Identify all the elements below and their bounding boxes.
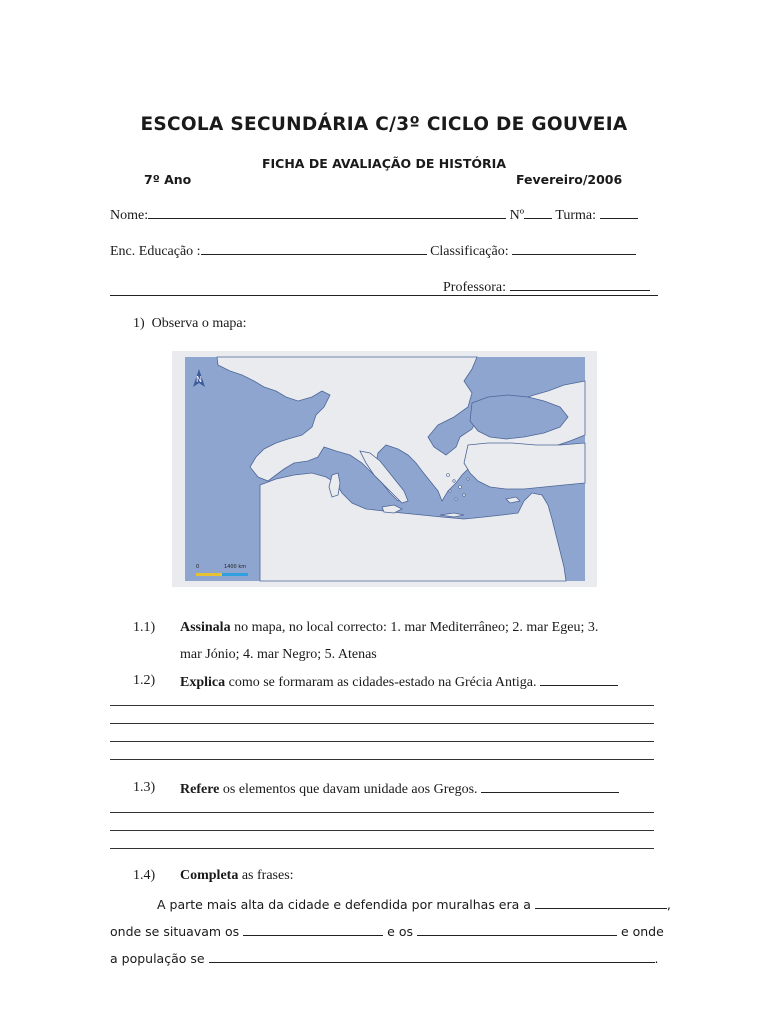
name-field[interactable] bbox=[148, 206, 506, 219]
blank-acropole[interactable] bbox=[535, 896, 667, 909]
fill-in-sentence-1 bbox=[157, 896, 671, 912]
question-1-3-verb: Refere bbox=[180, 782, 220, 797]
number-field[interactable] bbox=[524, 206, 552, 219]
teacher-field[interactable] bbox=[510, 278, 650, 291]
question-1-text: Observa o mapa: bbox=[151, 316, 247, 331]
blank-2a[interactable] bbox=[243, 923, 383, 936]
answer-1-2-field[interactable] bbox=[540, 673, 618, 686]
question-1-4-text: as frases: bbox=[238, 868, 294, 883]
question-1-1-number: 1.1) bbox=[133, 620, 156, 635]
name-label: Nome: bbox=[110, 208, 149, 223]
svg-text:N: N bbox=[196, 375, 202, 384]
grade-label: Classificação: bbox=[430, 244, 509, 259]
question-1-2-verb: Explica bbox=[180, 675, 226, 690]
school-year: 7º Ano bbox=[144, 172, 192, 187]
scale-start-label: 0 bbox=[196, 564, 200, 570]
blank-2b[interactable] bbox=[417, 923, 617, 936]
answer-line[interactable] bbox=[110, 741, 654, 742]
fill-in-sentence-2 bbox=[110, 923, 664, 939]
question-1-2 bbox=[180, 673, 618, 691]
sentence-2-text-b: e os bbox=[387, 924, 413, 939]
blank-3[interactable] bbox=[209, 950, 655, 963]
answer-line[interactable] bbox=[110, 705, 654, 706]
answer-line[interactable] bbox=[110, 812, 654, 813]
question-1-3 bbox=[180, 780, 619, 798]
guardian-field[interactable] bbox=[201, 242, 427, 255]
question-1-4-verb: Completa bbox=[180, 868, 239, 883]
sentence-3-end: . bbox=[654, 951, 659, 966]
question-1-2-number: 1.2) bbox=[133, 673, 156, 688]
class-label: Turma: bbox=[555, 208, 597, 223]
header-divider bbox=[110, 295, 658, 296]
answer-line[interactable] bbox=[110, 830, 654, 831]
name-row bbox=[110, 206, 638, 224]
answer-line[interactable] bbox=[110, 723, 654, 724]
guardian-row bbox=[110, 242, 636, 260]
question-1-number: 1) bbox=[133, 316, 145, 331]
sentence-1-end: , bbox=[666, 897, 671, 912]
grade-field[interactable] bbox=[512, 242, 636, 255]
class-field[interactable] bbox=[600, 206, 638, 219]
sentence-1-text: A parte mais alta da cidade e defendida por muralhas era a bbox=[157, 897, 531, 912]
question-1-1-text: no mapa, no local correcto: 1. mar Mediterrâneo; 2. mar Egeu; 3. bbox=[230, 620, 599, 635]
question-1-4-number: 1.4) bbox=[133, 868, 156, 883]
anatolia-landmass bbox=[464, 443, 585, 489]
map-drawing bbox=[172, 351, 597, 587]
question-1-3-number: 1.3) bbox=[133, 780, 156, 795]
fill-in-sentence-3 bbox=[110, 950, 659, 966]
answer-line[interactable] bbox=[110, 848, 654, 849]
question-1-2-text: como se formaram as cidades-estado na Grécia Antiga. bbox=[225, 675, 537, 690]
guardian-label: Enc. Educação : bbox=[110, 244, 201, 259]
mediterranean-map bbox=[172, 351, 597, 587]
question-1-1-verb: Assinala bbox=[180, 620, 231, 635]
sentence-3-text: a população se bbox=[110, 951, 205, 966]
teacher-label: Professora: bbox=[443, 280, 506, 295]
sheet-title: FICHA DE AVALIAÇÃO DE HISTÓRIA bbox=[261, 156, 507, 171]
question-1-1 bbox=[180, 620, 598, 636]
sentence-2-text-c: e onde bbox=[620, 924, 664, 939]
scale-bar bbox=[196, 573, 248, 576]
answer-line[interactable] bbox=[110, 759, 654, 760]
scale-end-label: 1400 km bbox=[224, 564, 247, 570]
school-name: ESCOLA SECUNDÁRIA C/3º CICLO DE GOUVEIA bbox=[140, 114, 628, 135]
question-1-4 bbox=[180, 868, 294, 884]
question-1 bbox=[133, 316, 247, 332]
exam-date: Fevereiro/2006 bbox=[516, 172, 623, 187]
question-1-3-text: os elementos que davam unidade aos Gregos. bbox=[219, 782, 478, 797]
answer-1-3-field[interactable] bbox=[481, 780, 619, 793]
number-label: Nº bbox=[509, 208, 525, 223]
sentence-2-text-a: onde se situavam os bbox=[110, 924, 240, 939]
question-1-1-text-2: mar Jónio; 4. mar Negro; 5. Atenas bbox=[180, 647, 377, 662]
teacher-row bbox=[443, 278, 650, 296]
